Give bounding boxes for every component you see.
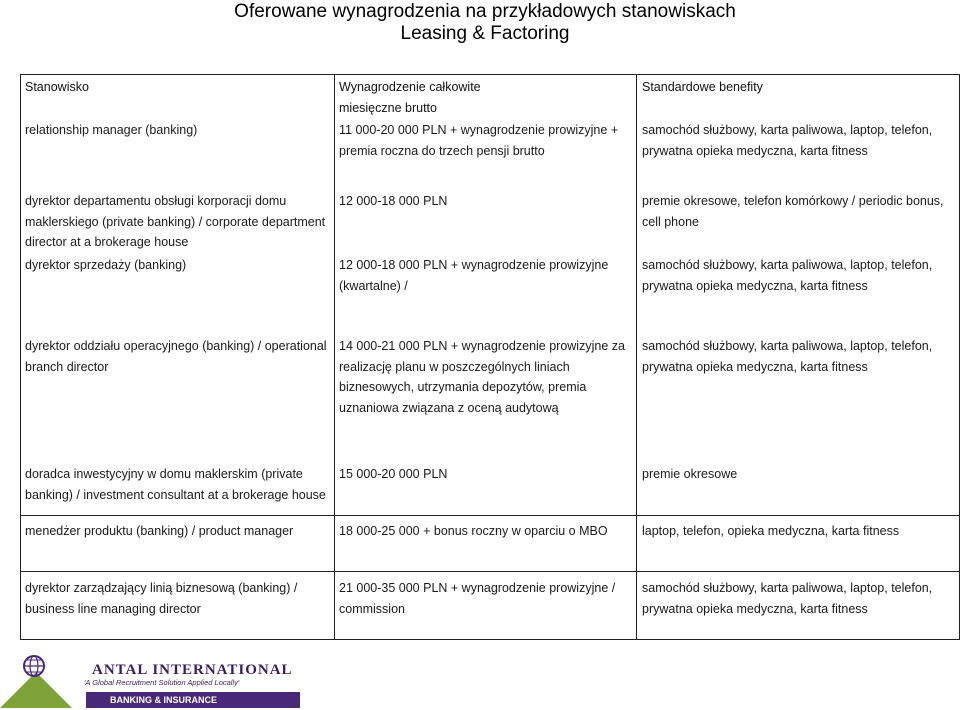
table-row-salary: 15 000-20 000 PLN xyxy=(339,467,448,481)
header-benefits: Standardowe benefity xyxy=(642,80,763,94)
header-position: Stanowisko xyxy=(25,80,89,94)
table-row-position: dyrektor sprzedaży (banking) xyxy=(25,258,187,272)
column-divider xyxy=(334,75,335,639)
table-row-benefits: laptop, telefon, opieka medyczna, karta fitness xyxy=(642,524,900,538)
table-row-position: dyrektor departamentu obsługi korporacji domu maklerskiego (private banking) / corporate department director at a brokerage house xyxy=(25,194,326,249)
table-row-position: dyrektor oddziału operacyjnego (banking) / operational branch director xyxy=(25,339,327,374)
table-row-salary: 12 000-18 000 PLN xyxy=(339,194,448,208)
table-row-salary: 11 000-20 000 PLN + wynagrodzenie prowizyjne + premia roczna do trzech pensji brutto xyxy=(339,123,619,158)
column-divider xyxy=(636,75,637,639)
logo-triangle-icon xyxy=(0,672,72,708)
row-divider xyxy=(21,515,959,516)
table-row-salary: 14 000-21 000 PLN + wynagrodzenie prowizyjne za realizację planu w poszczególnych liniach biznesowych, utrzymania depozytów, premia uznaniowa związana z oceną audytową xyxy=(339,339,625,415)
table-row-benefits: samochód służbowy, karta paliwowa, laptop, telefon, prywatna opieka medyczna, karta fitness xyxy=(642,339,933,374)
header-salary: Wynagrodzenie całkowite miesięczne brutto xyxy=(339,80,481,115)
salary-table xyxy=(20,74,960,640)
table-row-benefits: samochód służbowy, karta paliwowa, laptop, telefon, prywatna opieka medyczna, karta fitness xyxy=(642,258,933,293)
table-row-salary: 21 000-35 000 PLN + wynagrodzenie prowizyjne / commission xyxy=(339,581,616,616)
logo-name: ANTAL INTERNATIONAL xyxy=(92,662,293,678)
logo-division: BANKING & INSURANCE xyxy=(110,695,218,705)
row-divider xyxy=(21,571,959,572)
logo-tagline: 'A Global Recruitment Solution Applied Locally' xyxy=(84,678,240,687)
table-row-benefits: samochód służbowy, karta paliwowa, laptop, telefon, prywatna opieka medyczna, karta fitness xyxy=(642,581,933,616)
table-row-position: doradca inwestycyjny w domu maklerskim (private banking) / investment consultant at a brokerage house xyxy=(25,467,326,502)
page-subtitle: Leasing & Factoring xyxy=(400,23,570,44)
table-row-salary: 18 000-25 000 + bonus roczny w oparciu o MBO xyxy=(339,524,608,538)
table-row-salary: 12 000-18 000 PLN + wynagrodzenie prowizyjne (kwartalne) / xyxy=(339,258,609,293)
page-title: Oferowane wynagrodzenia na przykładowych stanowiskach xyxy=(234,1,736,22)
table-row-benefits: samochód służbowy, karta paliwowa, laptop, telefon, prywatna opieka medyczna, karta fitness xyxy=(642,123,933,158)
table-row-position: menedżer produktu (banking) / product manager xyxy=(25,524,294,538)
table-row-position: dyrektor zarządzający linią biznesową (banking) / business line managing director xyxy=(25,581,298,616)
table-row-benefits: premie okresowe, telefon komórkowy / periodic bonus, cell phone xyxy=(642,194,944,229)
table-row-benefits: premie okresowe xyxy=(642,467,738,481)
table-row-position: relationship manager (banking) xyxy=(25,123,198,137)
